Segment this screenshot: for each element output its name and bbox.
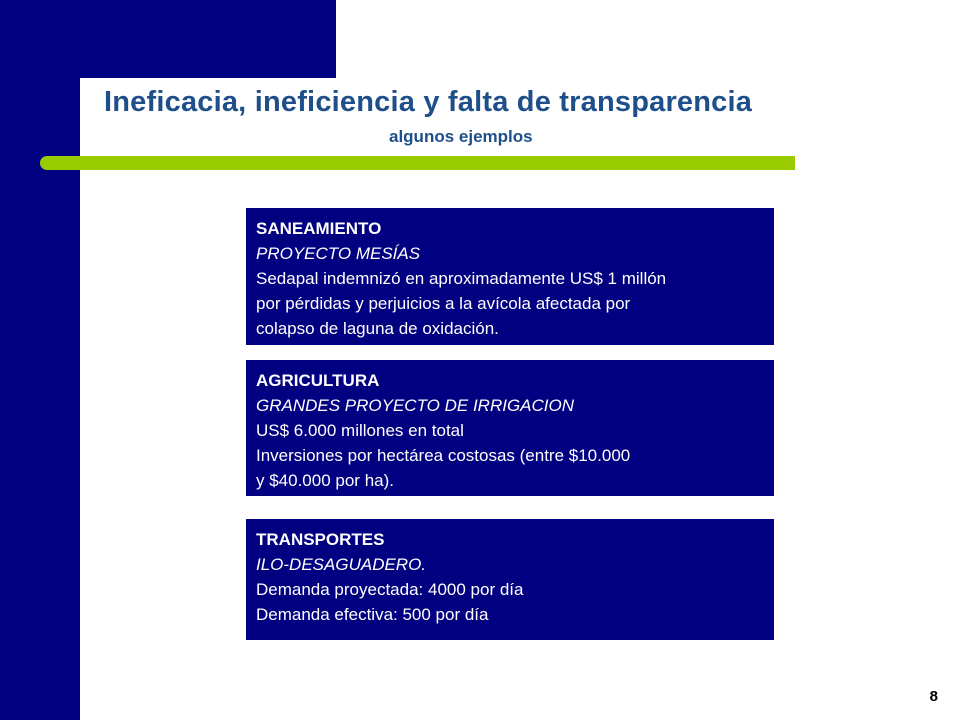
slide-subtitle: algunos ejemplos <box>389 127 533 146</box>
card-subheading: PROYECTO MESÍAS <box>256 244 421 263</box>
card-text-line: Demanda efectiva: 500 por día <box>256 605 489 624</box>
slide-title: Ineficacia, ineficiencia y falta de transparencia <box>104 86 753 118</box>
left-navy-band <box>0 0 80 720</box>
card-heading: TRANSPORTES <box>256 530 385 549</box>
card-text-line: US$ 6.000 millones en total <box>256 421 464 440</box>
card-text-line: Inversiones por hectárea costosas (entre $10.000 <box>256 446 631 465</box>
page-number: 8 <box>929 688 938 705</box>
card-subheading: GRANDES PROYECTO DE IRRIGACION <box>256 396 575 415</box>
top-navy-band <box>80 0 336 78</box>
card-text-line: Sedapal indemnizó en aproximadamente US$ 1 millón <box>256 269 667 288</box>
card-saneamiento <box>246 208 774 345</box>
title-underline-bar <box>40 156 795 170</box>
card-heading: SANEAMIENTO <box>256 219 382 238</box>
card-text-line: por pérdidas y perjuicios a la avícola afectada por <box>256 294 631 313</box>
card-text-line: colapso de laguna de oxidación. <box>256 319 499 338</box>
card-text-line: Demanda proyectada: 4000 por día <box>256 580 524 599</box>
card-agricultura <box>246 360 774 496</box>
card-text-line: y $40.000 por ha). <box>256 471 394 490</box>
card-transportes <box>246 519 774 640</box>
card-heading: AGRICULTURA <box>256 371 380 390</box>
card-subheading: ILO-DESAGUADERO. <box>256 555 427 574</box>
